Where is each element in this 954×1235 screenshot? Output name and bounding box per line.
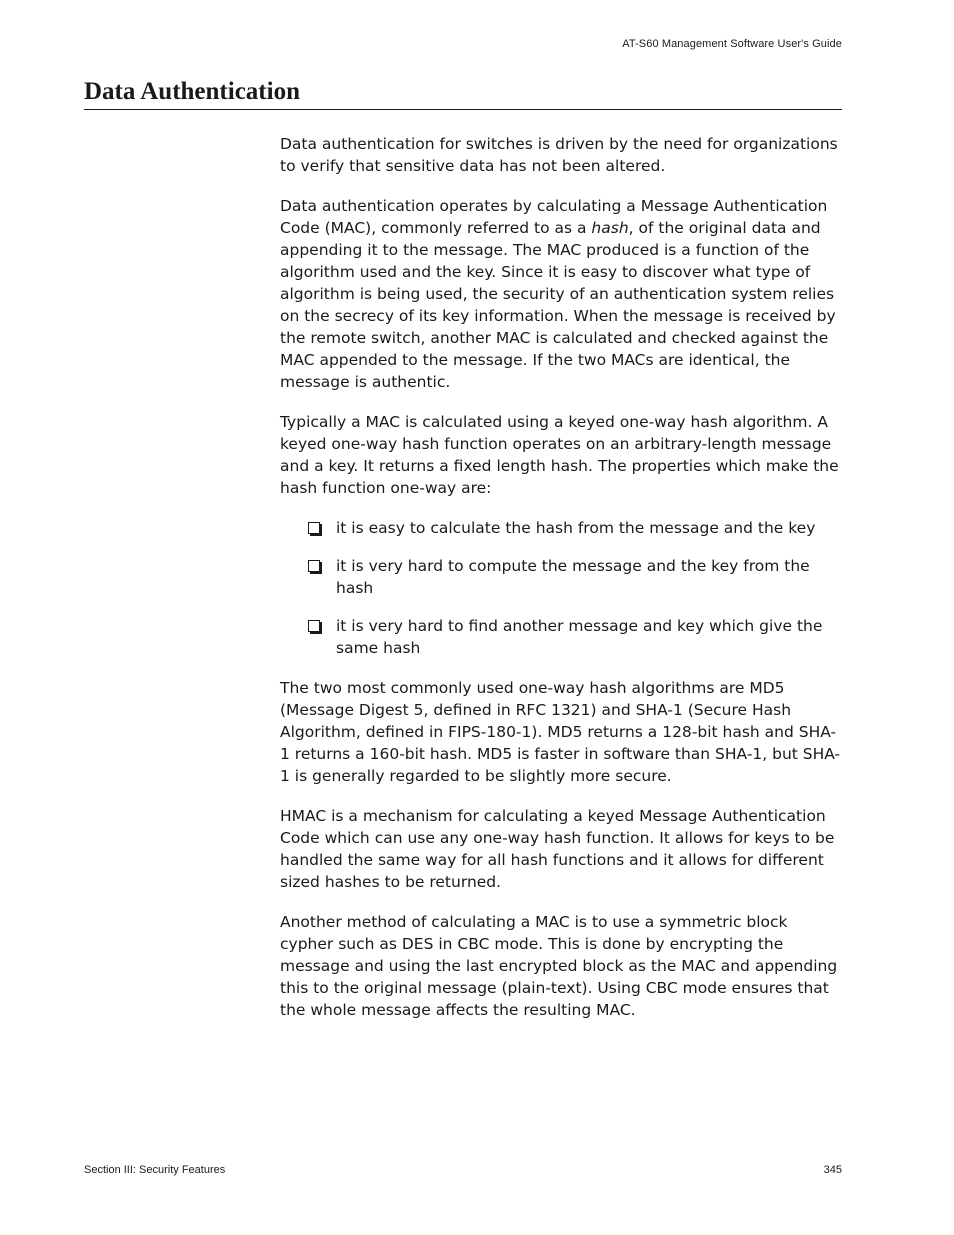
paragraph-md5-sha1: The two most commonly used one-way hash algorithms are MD5 (Message Digest 5, defined in RFC 1321) and SHA-1 (Secure Hash Algorithm, defined in FIPS-180-1). MD5 returns a 128-bit hash and SHA-1 returns a 160-bit hash. MD5 is faster in software than SHA-1, but SHA-1 is generally regarded to be slightly more secure. (280, 679, 841, 785)
footer-section-label: Section III: Security Features (84, 1164, 226, 1176)
list-item (308, 615, 845, 659)
paragraph-text: , of the original data and appending it to the message. The MAC produced is a function of the algorithm used and the key. Since it is easy to discover what type of algorithm is being used, the security of an authentication system relies on the secrecy of its key information. When the message is received by the remote switch, another MAC is calculated and checked against the MAC appended to the message. If the two MACs are identical, the message is authentic. (280, 219, 836, 391)
paragraph-hmac: HMAC is a mechanism for calculating a keyed Message Authentication Code which can use any one-way hash function. It allows for keys to be handled the same way for all hash functions and it allows for different sized hashes to be returned. (280, 807, 835, 891)
running-header: AT-S60 Management Software User's Guide (622, 38, 842, 50)
checkbox-bullet-icon (308, 522, 320, 534)
bullet-list (280, 517, 845, 659)
section-title: Data Authentication (84, 77, 842, 110)
body-content (280, 133, 845, 1039)
list-item (308, 555, 845, 599)
paragraph-keyed-hash: Typically a MAC is calculated using a keyed one-way hash algorithm. A keyed one-way hash function operates on an arbitrary-length message and a key. It returns a fixed length hash. The properties which make the hash function one-way are: (280, 413, 839, 497)
paragraph-mac-calculation (280, 195, 845, 393)
list-item-text: it is easy to calculate the hash from the message and the key (336, 519, 816, 537)
checkbox-bullet-icon (308, 620, 320, 632)
list-item-text: it is very hard to compute the message and the key from the hash (336, 557, 810, 597)
emphasis-term: hash (591, 219, 629, 237)
list-item (308, 517, 845, 539)
checkbox-bullet-icon (308, 560, 320, 572)
paragraph-intro: Data authentication for switches is driven by the need for organizations to verify that sensitive data has not been altered. (280, 135, 838, 175)
paragraph-text: Data authentication operates by calculating a Message Authentication Code (MAC), commonly referred to as a (280, 197, 828, 237)
page-number: 345 (823, 1164, 842, 1176)
paragraph-block-cypher: Another method of calculating a MAC is to use a symmetric block cypher such as DES in CBC mode. This is done by encrypting the message and using the last encrypted block as the MAC and appending this to the original message (plain-text). Using CBC mode ensures that the whole message affects the resulting MAC. (280, 913, 838, 1019)
list-item-text: it is very hard to find another message and key which give the same hash (336, 617, 823, 657)
